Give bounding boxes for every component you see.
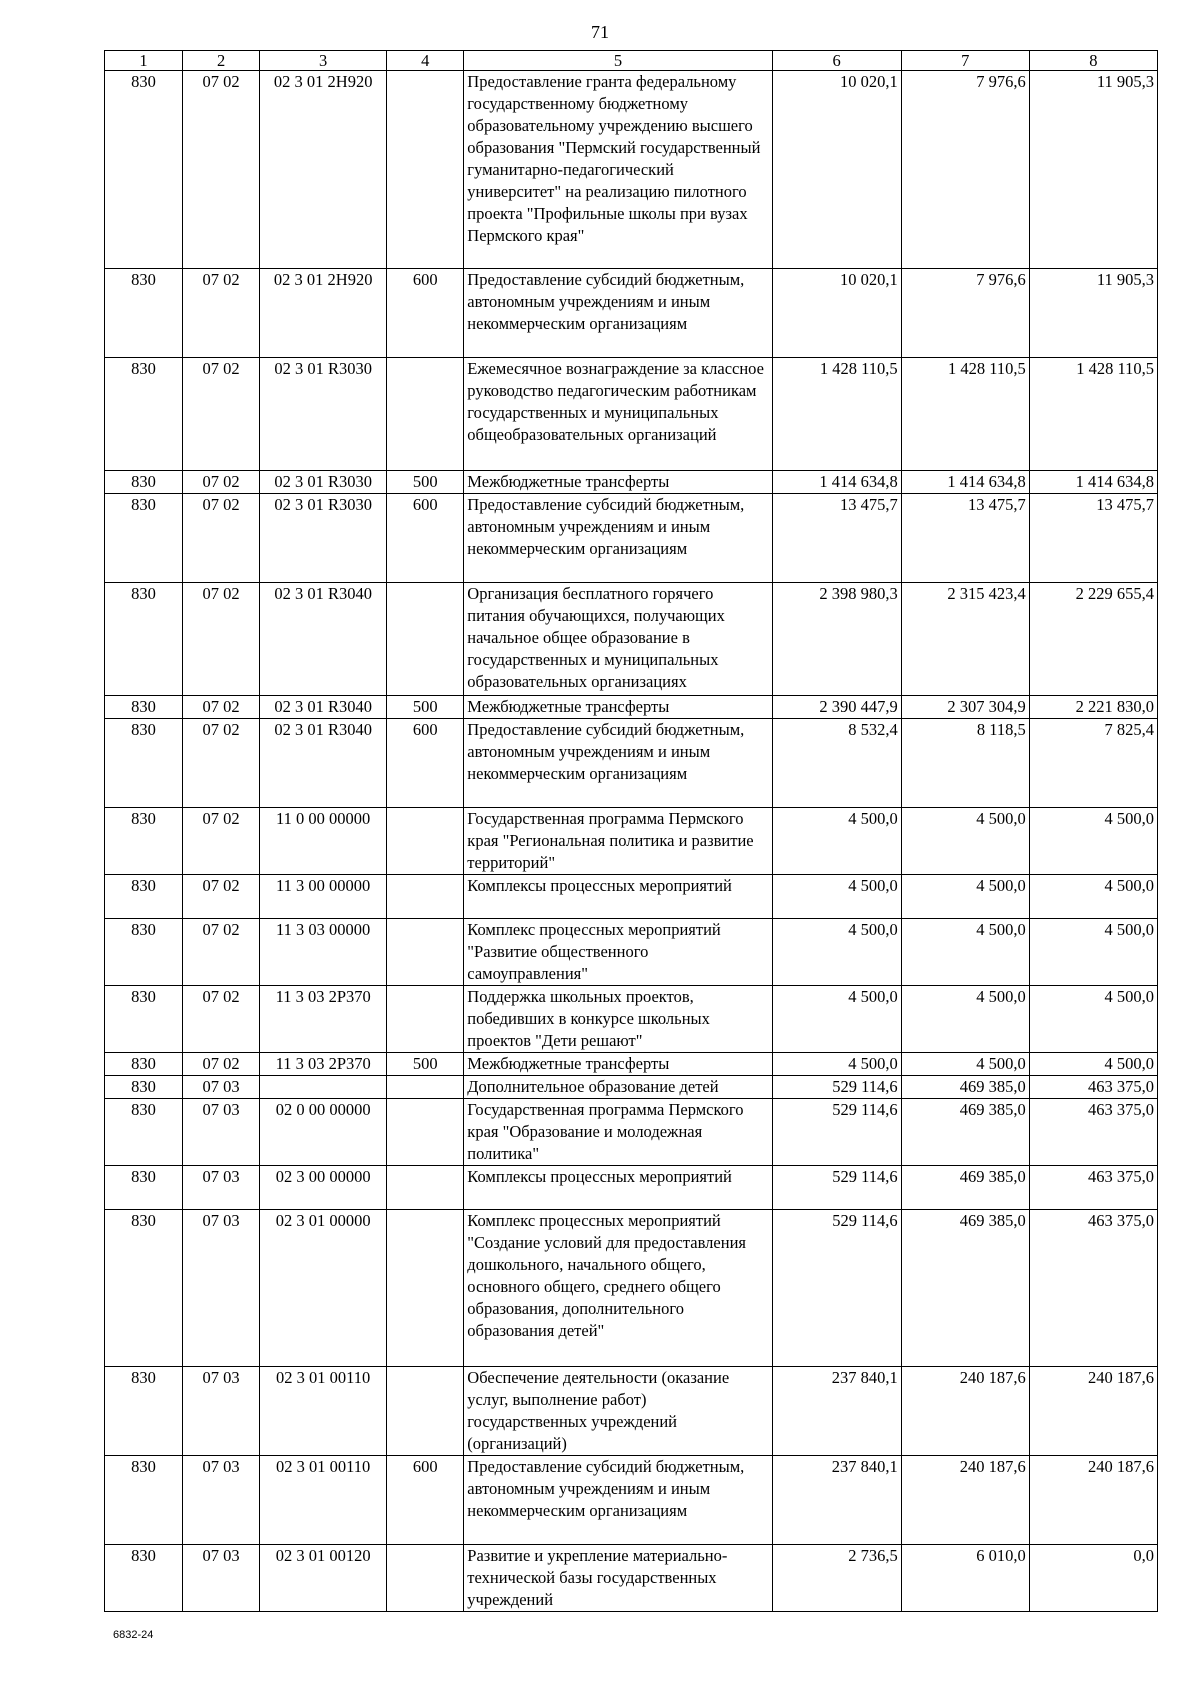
table-row xyxy=(105,696,1158,719)
column-header-3: 3 xyxy=(260,51,387,71)
cell-section-code: 07 02 xyxy=(183,696,260,719)
cell-amount-col6: 1 428 110,5 xyxy=(772,358,901,471)
cell-description: Межбюджетные трансферты xyxy=(464,471,772,494)
cell-section-code: 07 02 xyxy=(183,71,260,269)
cell-description: Комплексы процессных мероприятий xyxy=(464,875,772,919)
table-row xyxy=(105,269,1158,358)
table-row xyxy=(105,1545,1158,1612)
cell-amount-col8: 240 187,6 xyxy=(1029,1456,1157,1545)
cell-expense-type: 600 xyxy=(387,269,464,358)
cell-amount-col8: 2 229 655,4 xyxy=(1029,583,1157,696)
cell-section-code: 07 02 xyxy=(183,919,260,986)
cell-target-article: 02 3 01 R3040 xyxy=(260,583,387,696)
cell-amount-col7: 4 500,0 xyxy=(901,808,1029,875)
cell-amount-col8: 4 500,0 xyxy=(1029,875,1157,919)
cell-ministry-code: 830 xyxy=(105,1076,183,1099)
cell-section-code: 07 03 xyxy=(183,1545,260,1612)
cell-ministry-code: 830 xyxy=(105,1053,183,1076)
cell-expense-type xyxy=(387,1076,464,1099)
cell-amount-col6: 13 475,7 xyxy=(772,494,901,583)
table-row xyxy=(105,875,1158,919)
cell-section-code: 07 02 xyxy=(183,494,260,583)
cell-target-article: 02 3 01 R3040 xyxy=(260,719,387,808)
cell-amount-col6: 529 114,6 xyxy=(772,1210,901,1367)
cell-expense-type: 600 xyxy=(387,494,464,583)
cell-description: Предоставление субсидий бюджетным, автономным учреждениям и иным некоммерческим организациям xyxy=(464,719,772,808)
cell-amount-col8: 13 475,7 xyxy=(1029,494,1157,583)
table-row xyxy=(105,583,1158,696)
cell-description: Предоставление субсидий бюджетным, автономным учреждениям и иным некоммерческим организациям xyxy=(464,1456,772,1545)
column-header-6: 6 xyxy=(772,51,901,71)
cell-target-article: 02 3 01 00110 xyxy=(260,1456,387,1545)
cell-expense-type xyxy=(387,875,464,919)
cell-amount-col7: 7 976,6 xyxy=(901,269,1029,358)
table-header-row xyxy=(105,51,1158,71)
cell-ministry-code: 830 xyxy=(105,1545,183,1612)
cell-expense-type xyxy=(387,808,464,875)
table-row xyxy=(105,1456,1158,1545)
cell-amount-col7: 7 976,6 xyxy=(901,71,1029,269)
cell-amount-col8: 4 500,0 xyxy=(1029,919,1157,986)
table-row xyxy=(105,808,1158,875)
cell-amount-col6: 529 114,6 xyxy=(772,1166,901,1210)
column-header-4: 4 xyxy=(387,51,464,71)
cell-expense-type: 600 xyxy=(387,1456,464,1545)
cell-section-code: 07 03 xyxy=(183,1166,260,1210)
cell-target-article: 02 3 01 R3030 xyxy=(260,471,387,494)
cell-amount-col8: 0,0 xyxy=(1029,1545,1157,1612)
cell-amount-col6: 1 414 634,8 xyxy=(772,471,901,494)
cell-amount-col8: 1 414 634,8 xyxy=(1029,471,1157,494)
table-row xyxy=(105,919,1158,986)
cell-description: Дополнительное образование детей xyxy=(464,1076,772,1099)
cell-expense-type xyxy=(387,583,464,696)
cell-section-code: 07 02 xyxy=(183,1053,260,1076)
cell-target-article: 02 3 01 00000 xyxy=(260,1210,387,1367)
cell-amount-col7: 469 385,0 xyxy=(901,1076,1029,1099)
cell-description: Предоставление субсидий бюджетным, автономным учреждениям и иным некоммерческим организациям xyxy=(464,494,772,583)
cell-target-article xyxy=(260,1076,387,1099)
cell-section-code: 07 02 xyxy=(183,471,260,494)
cell-target-article: 02 3 01 2Н920 xyxy=(260,71,387,269)
cell-expense-type xyxy=(387,1166,464,1210)
column-header-7: 7 xyxy=(901,51,1029,71)
cell-target-article: 11 3 03 2Р370 xyxy=(260,1053,387,1076)
cell-description: Ежемесячное вознаграждение за классное руководство педагогическим работникам государственных и муниципальных общеобразовательных организаций xyxy=(464,358,772,471)
cell-expense-type: 500 xyxy=(387,696,464,719)
table-row xyxy=(105,1076,1158,1099)
cell-amount-col8: 2 221 830,0 xyxy=(1029,696,1157,719)
cell-expense-type xyxy=(387,919,464,986)
cell-amount-col8: 4 500,0 xyxy=(1029,808,1157,875)
cell-amount-col8: 1 428 110,5 xyxy=(1029,358,1157,471)
cell-amount-col8: 11 905,3 xyxy=(1029,269,1157,358)
cell-description: Развитие и укрепление материально-технической базы государственных учреждений xyxy=(464,1545,772,1612)
cell-ministry-code: 830 xyxy=(105,583,183,696)
cell-expense-type xyxy=(387,1367,464,1456)
cell-section-code: 07 02 xyxy=(183,583,260,696)
cell-amount-col7: 4 500,0 xyxy=(901,986,1029,1053)
table-row xyxy=(105,986,1158,1053)
cell-amount-col8: 4 500,0 xyxy=(1029,1053,1157,1076)
cell-description: Межбюджетные трансферты xyxy=(464,696,772,719)
cell-expense-type xyxy=(387,1099,464,1166)
cell-target-article: 11 0 00 00000 xyxy=(260,808,387,875)
table-row xyxy=(105,1166,1158,1210)
cell-target-article: 02 3 01 R3030 xyxy=(260,358,387,471)
cell-description: Организация бесплатного горячего питания обучающихся, получающих начальное общее образование в государственных и муниципальных образовательных организациях xyxy=(464,583,772,696)
cell-section-code: 07 02 xyxy=(183,986,260,1053)
cell-target-article: 02 3 01 00110 xyxy=(260,1367,387,1456)
document-code: 6832-24 xyxy=(113,1629,154,1641)
cell-amount-col8: 11 905,3 xyxy=(1029,71,1157,269)
cell-amount-col8: 7 825,4 xyxy=(1029,719,1157,808)
cell-amount-col6: 237 840,1 xyxy=(772,1456,901,1545)
cell-amount-col6: 8 532,4 xyxy=(772,719,901,808)
column-header-1: 1 xyxy=(105,51,183,71)
cell-amount-col7: 6 010,0 xyxy=(901,1545,1029,1612)
cell-amount-col8: 463 375,0 xyxy=(1029,1099,1157,1166)
cell-amount-col7: 4 500,0 xyxy=(901,919,1029,986)
cell-amount-col8: 463 375,0 xyxy=(1029,1166,1157,1210)
cell-amount-col6: 10 020,1 xyxy=(772,269,901,358)
cell-expense-type xyxy=(387,1210,464,1367)
cell-amount-col6: 237 840,1 xyxy=(772,1367,901,1456)
cell-description: Комплекс процессных мероприятий "Создание условий для предоставления дошкольного, начального общего, основного общего, среднего общего образования, дополнительного образования детей" xyxy=(464,1210,772,1367)
cell-amount-col7: 8 118,5 xyxy=(901,719,1029,808)
column-header-8: 8 xyxy=(1029,51,1157,71)
cell-ministry-code: 830 xyxy=(105,875,183,919)
cell-ministry-code: 830 xyxy=(105,986,183,1053)
table-row xyxy=(105,1210,1158,1367)
cell-ministry-code: 830 xyxy=(105,494,183,583)
cell-expense-type xyxy=(387,986,464,1053)
cell-section-code: 07 03 xyxy=(183,1367,260,1456)
cell-description: Межбюджетные трансферты xyxy=(464,1053,772,1076)
cell-ministry-code: 830 xyxy=(105,1367,183,1456)
cell-amount-col7: 4 500,0 xyxy=(901,1053,1029,1076)
cell-amount-col7: 1 414 634,8 xyxy=(901,471,1029,494)
cell-target-article: 02 3 01 2Н920 xyxy=(260,269,387,358)
cell-expense-type xyxy=(387,358,464,471)
budget-table xyxy=(104,50,1158,1612)
cell-ministry-code: 830 xyxy=(105,1099,183,1166)
table-row xyxy=(105,358,1158,471)
cell-amount-col7: 1 428 110,5 xyxy=(901,358,1029,471)
cell-amount-col6: 2 398 980,3 xyxy=(772,583,901,696)
cell-section-code: 07 02 xyxy=(183,875,260,919)
cell-amount-col8: 463 375,0 xyxy=(1029,1076,1157,1099)
page-number: 71 xyxy=(591,22,609,42)
column-header-5: 5 xyxy=(464,51,772,71)
cell-amount-col7: 469 385,0 xyxy=(901,1210,1029,1367)
cell-description: Предоставление субсидий бюджетным, автономным учреждениям и иным некоммерческим организациям xyxy=(464,269,772,358)
cell-target-article: 02 3 00 00000 xyxy=(260,1166,387,1210)
cell-ministry-code: 830 xyxy=(105,808,183,875)
cell-section-code: 07 02 xyxy=(183,808,260,875)
cell-amount-col6: 529 114,6 xyxy=(772,1099,901,1166)
cell-amount-col8: 463 375,0 xyxy=(1029,1210,1157,1367)
cell-target-article: 11 3 00 00000 xyxy=(260,875,387,919)
cell-target-article: 11 3 03 00000 xyxy=(260,919,387,986)
cell-amount-col8: 240 187,6 xyxy=(1029,1367,1157,1456)
cell-amount-col6: 4 500,0 xyxy=(772,875,901,919)
cell-ministry-code: 830 xyxy=(105,1456,183,1545)
cell-expense-type: 500 xyxy=(387,1053,464,1076)
cell-amount-col7: 240 187,6 xyxy=(901,1456,1029,1545)
cell-ministry-code: 830 xyxy=(105,719,183,808)
cell-description: Обеспечение деятельности (оказание услуг, выполнение работ) государственных учреждений (организаций) xyxy=(464,1367,772,1456)
cell-target-article: 02 3 01 R3030 xyxy=(260,494,387,583)
cell-ministry-code: 830 xyxy=(105,919,183,986)
cell-description: Поддержка школьных проектов, победивших в конкурсе школьных проектов "Дети решают" xyxy=(464,986,772,1053)
cell-amount-col7: 4 500,0 xyxy=(901,875,1029,919)
cell-section-code: 07 02 xyxy=(183,719,260,808)
cell-description: Государственная программа Пермского края "Образование и молодежная политика" xyxy=(464,1099,772,1166)
cell-amount-col6: 529 114,6 xyxy=(772,1076,901,1099)
cell-expense-type: 600 xyxy=(387,719,464,808)
cell-ministry-code: 830 xyxy=(105,471,183,494)
cell-amount-col6: 4 500,0 xyxy=(772,1053,901,1076)
cell-ministry-code: 830 xyxy=(105,1210,183,1367)
cell-amount-col7: 240 187,6 xyxy=(901,1367,1029,1456)
cell-amount-col6: 10 020,1 xyxy=(772,71,901,269)
table-row xyxy=(105,471,1158,494)
cell-expense-type xyxy=(387,1545,464,1612)
cell-ministry-code: 830 xyxy=(105,1166,183,1210)
cell-ministry-code: 830 xyxy=(105,696,183,719)
table-row xyxy=(105,1053,1158,1076)
table-row xyxy=(105,1367,1158,1456)
table-row xyxy=(105,71,1158,269)
cell-section-code: 07 02 xyxy=(183,358,260,471)
table-row xyxy=(105,494,1158,583)
cell-target-article: 02 0 00 00000 xyxy=(260,1099,387,1166)
cell-target-article: 11 3 03 2Р370 xyxy=(260,986,387,1053)
cell-amount-col7: 2 315 423,4 xyxy=(901,583,1029,696)
cell-description: Предоставление гранта федеральному государственному бюджетному образовательному учреждению высшего образования "Пермский государственный гуманитарно-педагогический университет" на реализацию пилотного проекта "Профильные школы при вузах Пермского края" xyxy=(464,71,772,269)
cell-amount-col7: 469 385,0 xyxy=(901,1099,1029,1166)
cell-section-code: 07 02 xyxy=(183,269,260,358)
cell-expense-type xyxy=(387,71,464,269)
cell-amount-col7: 469 385,0 xyxy=(901,1166,1029,1210)
cell-expense-type: 500 xyxy=(387,471,464,494)
cell-amount-col6: 4 500,0 xyxy=(772,808,901,875)
cell-target-article: 02 3 01 R3040 xyxy=(260,696,387,719)
table-row xyxy=(105,1099,1158,1166)
table-row xyxy=(105,719,1158,808)
cell-amount-col8: 4 500,0 xyxy=(1029,986,1157,1053)
cell-amount-col6: 4 500,0 xyxy=(772,919,901,986)
cell-section-code: 07 03 xyxy=(183,1099,260,1166)
cell-amount-col6: 4 500,0 xyxy=(772,986,901,1053)
cell-section-code: 07 03 xyxy=(183,1076,260,1099)
cell-amount-col7: 13 475,7 xyxy=(901,494,1029,583)
cell-target-article: 02 3 01 00120 xyxy=(260,1545,387,1612)
cell-amount-col6: 2 736,5 xyxy=(772,1545,901,1612)
cell-ministry-code: 830 xyxy=(105,71,183,269)
cell-description: Комплексы процессных мероприятий xyxy=(464,1166,772,1210)
cell-amount-col6: 2 390 447,9 xyxy=(772,696,901,719)
cell-ministry-code: 830 xyxy=(105,269,183,358)
cell-section-code: 07 03 xyxy=(183,1210,260,1367)
cell-description: Комплекс процессных мероприятий "Развитие общественного самоуправления" xyxy=(464,919,772,986)
cell-amount-col7: 2 307 304,9 xyxy=(901,696,1029,719)
cell-section-code: 07 03 xyxy=(183,1456,260,1545)
cell-ministry-code: 830 xyxy=(105,358,183,471)
cell-description: Государственная программа Пермского края "Региональная политика и развитие территорий" xyxy=(464,808,772,875)
column-header-2: 2 xyxy=(183,51,260,71)
